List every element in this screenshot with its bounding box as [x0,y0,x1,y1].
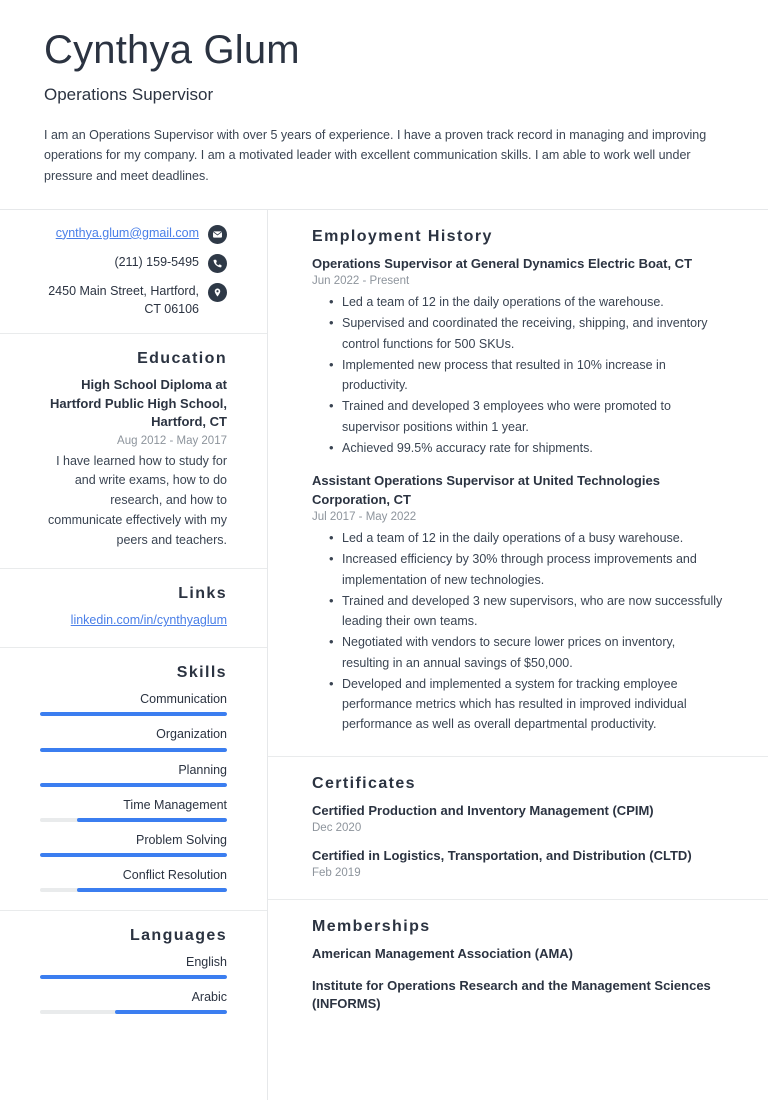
employment-bullet: • Led a team of 12 in the daily operations of a busy warehouse. [342,528,724,548]
employment-history-section [268,210,768,757]
employment-entry [312,472,724,734]
phone-value: (211) 159-5495 [114,254,199,269]
contact-item-email[interactable] [40,224,227,244]
skill-item-track [40,818,227,822]
education-entry-date: Aug 2012 - May 2017 [117,434,227,447]
employment-bullet: • Supervised and coordinated the receiving, shipping, and inventory control functions for 500 SKUs. [342,313,724,354]
language-item-track [40,1010,227,1014]
resume-body [0,210,768,1100]
location-pin-icon [208,283,227,302]
employment-bullet: • Trained and developed 3 employees who were promoted to supervisor positions within 1 year. [342,396,724,437]
memberships-section [268,900,768,1033]
skill-item [40,761,227,787]
certificate-entry-date: Feb 2019 [312,867,361,880]
skill-item-fill [40,853,227,857]
skills-list [40,690,227,892]
skill-item [40,831,227,857]
skill-item-track [40,748,227,752]
skill-item-fill [40,748,227,752]
skill-item-track [40,888,227,892]
email-value[interactable]: cynthya.glum@gmail.com [55,225,199,240]
employment-bullet: • Achieved 99.5% accuracy rate for shipments. [342,438,724,458]
sidebar-column [0,210,268,1100]
skill-item-fill [77,888,227,892]
employment-entry-bullets [312,528,724,735]
certificates-section [268,757,768,901]
employment-bullet: • Trained and developed 3 new supervisors, who are now successfully leading their own teams. [342,591,724,632]
envelope-icon [208,225,227,244]
link-item-linkedin[interactable]: linkedin.com/in/cynthyaglum [70,613,227,628]
resume-header [0,0,768,209]
languages-list [40,953,227,1014]
employment-entry-date: Jun 2022 - Present [312,275,410,288]
skill-item-track [40,853,227,857]
skill-item-fill [77,818,227,822]
language-item-fill [115,1010,227,1014]
employment-entry-title: Assistant Operations Supervisor at United Technologies Corporation, CT [312,473,660,507]
employment-bullet: • Negotiated with vendors to secure lower prices on inventory, resulting in an annual savings of $50,000. [342,632,724,673]
contact-item-phone[interactable] [40,253,227,273]
language-item [40,953,227,979]
employment-bullet: • Led a team of 12 in the daily operations of the warehouse. [342,292,724,312]
certificate-entry-title: Certified Production and Inventory Management (CPIM) [312,802,654,818]
employment-entry [312,255,724,458]
certificate-entry-title: Certified in Logistics, Transportation, and Distribution (CLTD) [312,847,692,863]
main-column [268,210,768,1100]
contact-item-address [40,282,227,320]
employment-history-heading: Employment History [312,227,493,245]
profile-summary: I am an Operations Supervisor with over 5 years of experience. I have a proven track record in managing and improving operations for my company. I am a motivated leader with excellent communication skills. I am able to work well under pressure and meet deadlines. [44,127,707,184]
education-entry-description: I have learned how to study for and write exams, how to do research, and how to communicate effectively with my peers and teachers. [48,453,227,547]
certificate-entry-date: Dec 2020 [312,821,362,834]
employment-bullet: • Increased efficiency by 30% through process improvements and implementation of new technologies. [342,549,724,590]
language-item [40,988,227,1014]
skill-item-track [40,783,227,787]
employment-bullet: • Implemented new process that resulted in 10% increase in productivity. [342,355,724,396]
language-item-label: English [186,955,227,970]
skill-item-fill [40,783,227,787]
skill-item [40,866,227,892]
links-heading: Links [178,585,227,603]
education-section [0,334,267,569]
skills-section [0,648,267,911]
languages-heading: Languages [129,927,227,945]
memberships-list [312,945,724,1013]
skill-item-label: Problem Solving [135,832,227,847]
skills-heading: Skills [176,664,227,682]
skill-item-fill [40,712,227,716]
employment-entry-title: Operations Supervisor at General Dynamics Electric Boat, CT [312,255,693,271]
employment-list [312,255,724,735]
education-heading: Education [137,350,227,368]
address-value: 2450 Main Street, Hartford, CT 06106 [48,283,199,317]
language-item-label: Arabic [191,990,227,1005]
membership-entry: Institute for Operations Research and the Management Sciences (INFORMS) [312,977,711,1012]
education-entry-title: High School Diploma at Hartford Public High School, Hartford, CT [50,377,227,430]
language-item-fill [40,975,227,979]
skill-item-track [40,712,227,716]
skill-item [40,690,227,716]
certificate-entry [312,802,724,834]
skill-item-label: Organization [156,727,227,742]
job-title: Operations Supervisor [44,84,214,104]
skill-item-label: Planning [178,762,227,777]
certificates-heading: Certificates [312,774,416,792]
page-title: Cynthya Glum [44,28,300,72]
skill-item-label: Time Management [123,797,227,812]
language-item-track [40,975,227,979]
employment-bullet: • Developed and implemented a system for tracking employee performance metrics which has resulted in improved individual performance as well as overall departmental productivity. [342,674,724,735]
employment-entry-bullets [312,292,724,458]
phone-icon [208,254,227,273]
memberships-heading: Memberships [312,918,431,936]
skill-item-label: Communication [140,692,227,707]
employment-entry-date: Jul 2017 - May 2022 [312,511,417,524]
certificate-entry [312,847,724,879]
skill-item-label: Conflict Resolution [122,867,227,882]
certificates-list [312,802,724,880]
education-entry [40,376,227,550]
membership-entry: American Management Association (AMA) [312,946,574,962]
contact-section [0,210,267,335]
skill-item [40,796,227,822]
links-section [0,569,267,648]
languages-section [0,911,267,1032]
skill-item [40,725,227,751]
